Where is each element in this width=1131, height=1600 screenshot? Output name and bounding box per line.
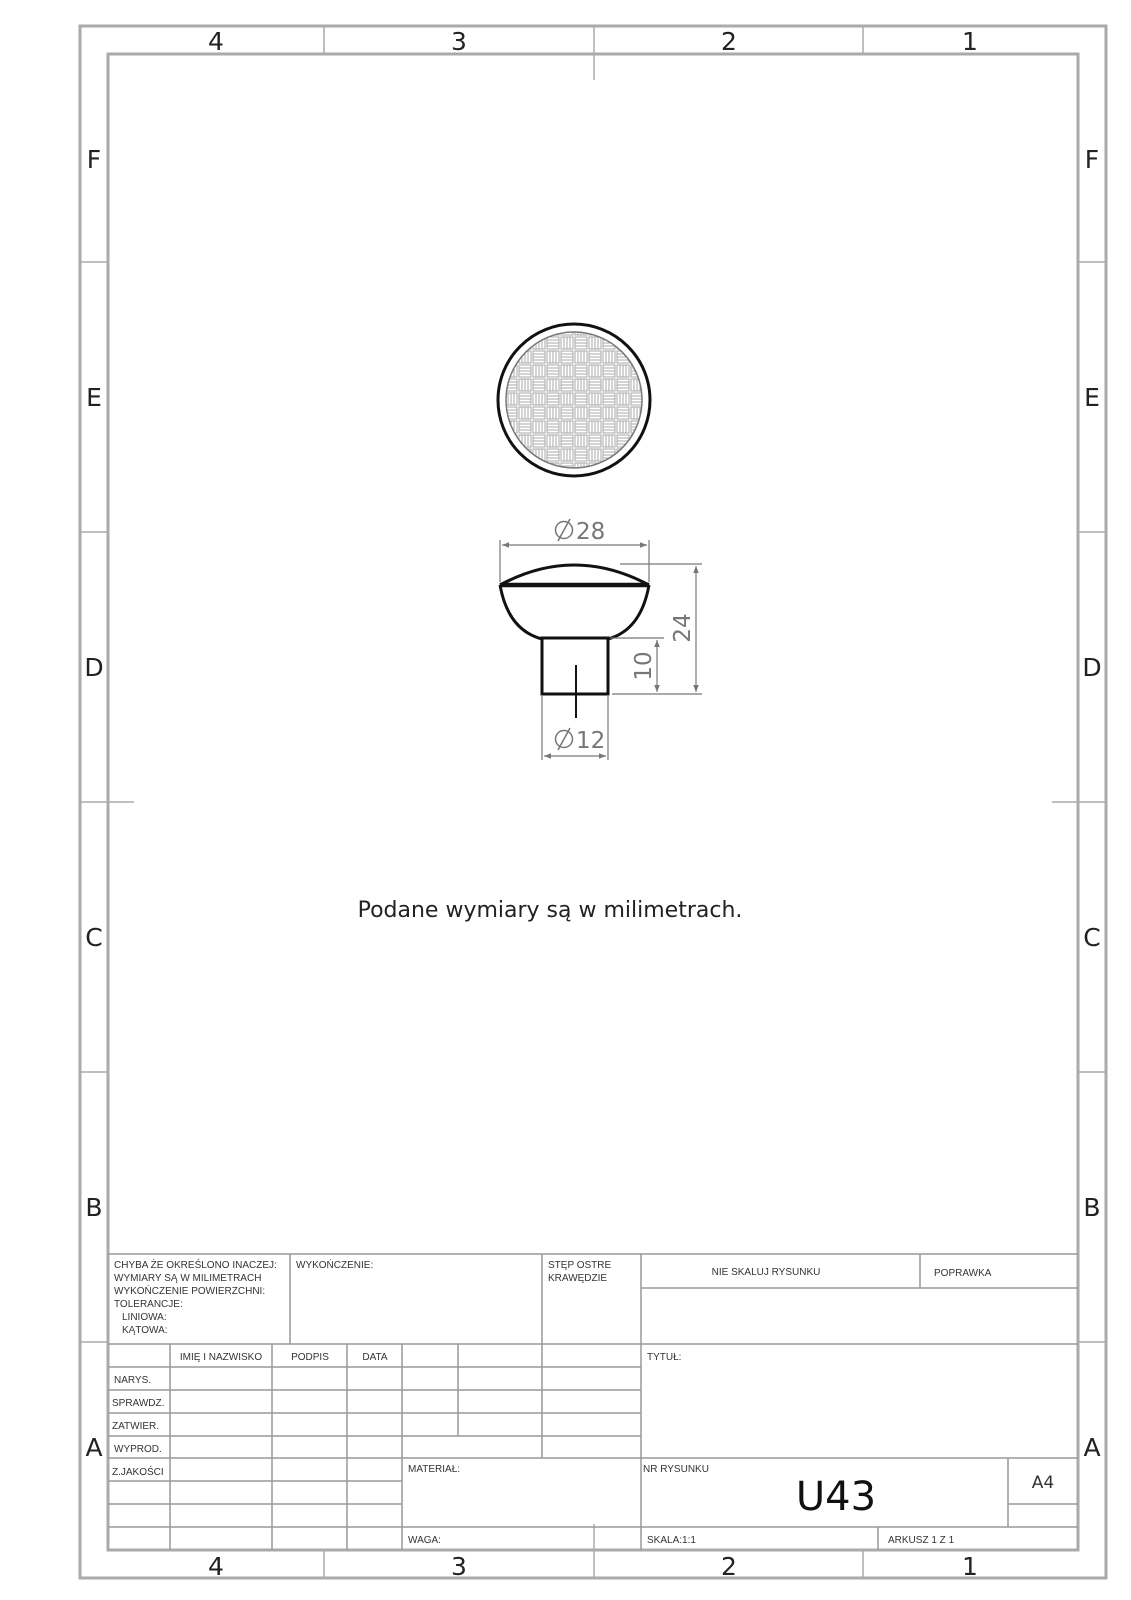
diameter-28-label: [556, 519, 606, 545]
role-quality: Z.JAKOŚCI: [112, 1467, 164, 1478]
header-date: DATA: [362, 1352, 388, 1363]
knob-body-left: [500, 585, 542, 639]
row-label-right-f: F: [1084, 145, 1100, 174]
note-line-6: KĄTOWA:: [122, 1325, 168, 1336]
row-label-left-d: D: [84, 653, 104, 682]
dimension-diameter-28: 28: [576, 519, 606, 545]
role-checked: SPRAWDZ.: [112, 1398, 165, 1409]
dimension-height-24: 24: [670, 613, 696, 643]
row-label-left-f: F: [86, 145, 102, 174]
role-approved: ZATWIER.: [112, 1421, 160, 1432]
drawing-number: U43: [795, 1474, 877, 1520]
row-label-right-d: D: [1082, 653, 1102, 682]
knob-body-right: [608, 585, 649, 639]
col-label-top-1: 1: [962, 27, 978, 56]
diameter-12-label: [556, 728, 606, 754]
drawing-number-label: NR RYSUNKU: [643, 1464, 709, 1475]
header-signature: PODPIS: [291, 1352, 329, 1363]
paper-size: A4: [1031, 1473, 1055, 1493]
weight-label: WAGA:: [408, 1535, 441, 1546]
col-label-bottom-3: 3: [451, 1552, 467, 1581]
role-drawn: NARYS.: [114, 1375, 152, 1386]
note-line-4: TOLERANCJE:: [114, 1299, 183, 1310]
row-label-left-e: E: [86, 383, 102, 412]
weave-pattern-face: [506, 332, 642, 468]
title-block-grid: [108, 1254, 1078, 1550]
col-label-bottom-2: 2: [721, 1552, 737, 1581]
revision-label: POPRAWKA: [934, 1268, 992, 1279]
row-label-right-a: A: [1083, 1433, 1101, 1462]
units-note: Podane wymiary są w milimetrach.: [357, 898, 743, 923]
note-line-3: WYKOŃCZENIE POWIERZCHNI:: [114, 1286, 266, 1297]
zone-dividers: [80, 26, 1106, 1578]
row-label-right-e: E: [1084, 383, 1100, 412]
col-label-top-2: 2: [721, 27, 737, 56]
row-label-right-c: C: [1083, 923, 1101, 952]
edges-label-2: KRAWĘDZIE: [548, 1273, 608, 1284]
row-label-right-b: B: [1083, 1193, 1101, 1222]
col-label-bottom-1: 1: [962, 1552, 978, 1581]
col-label-top-3: 3: [451, 27, 467, 56]
knob-side-view: [500, 565, 649, 718]
outer-border: [80, 26, 1106, 1578]
note-line-2: WYMIARY SĄ W MILIMETRACH: [114, 1273, 262, 1284]
dimension-height-10: 10: [631, 651, 657, 681]
role-manufactured: WYPROD.: [114, 1444, 162, 1455]
sheet-count-label: ARKUSZ 1 Z 1: [888, 1535, 955, 1546]
col-label-top-4: 4: [208, 27, 224, 56]
no-scale-label: NIE SKALUJ RYSUNKU: [711, 1267, 821, 1278]
row-label-left-b: B: [85, 1193, 103, 1222]
material-label: MATERIAŁ:: [408, 1464, 461, 1475]
finish-label: WYKOŃCZENIE:: [296, 1260, 374, 1271]
scale-label: SKALA:1:1: [647, 1535, 696, 1546]
title-label: TYTUŁ:: [647, 1352, 682, 1363]
edges-label-1: STĘP OSTRE: [548, 1260, 612, 1271]
inner-border: [108, 54, 1078, 1550]
row-label-left-c: C: [85, 923, 103, 952]
knob-dome-top: [500, 565, 649, 585]
knob-top-view: [498, 324, 650, 476]
dimension-diameter-12: 12: [576, 728, 606, 754]
general-notes: [114, 1258, 277, 1336]
header-name: IMIĘ I NAZWISKO: [179, 1352, 263, 1363]
col-label-bottom-4: 4: [208, 1552, 224, 1581]
note-line-5: LINIOWA:: [122, 1312, 167, 1323]
note-line-1: CHYBA ŻE OKREŚLONO INACZEJ:: [114, 1260, 277, 1271]
row-label-left-a: A: [85, 1433, 103, 1462]
